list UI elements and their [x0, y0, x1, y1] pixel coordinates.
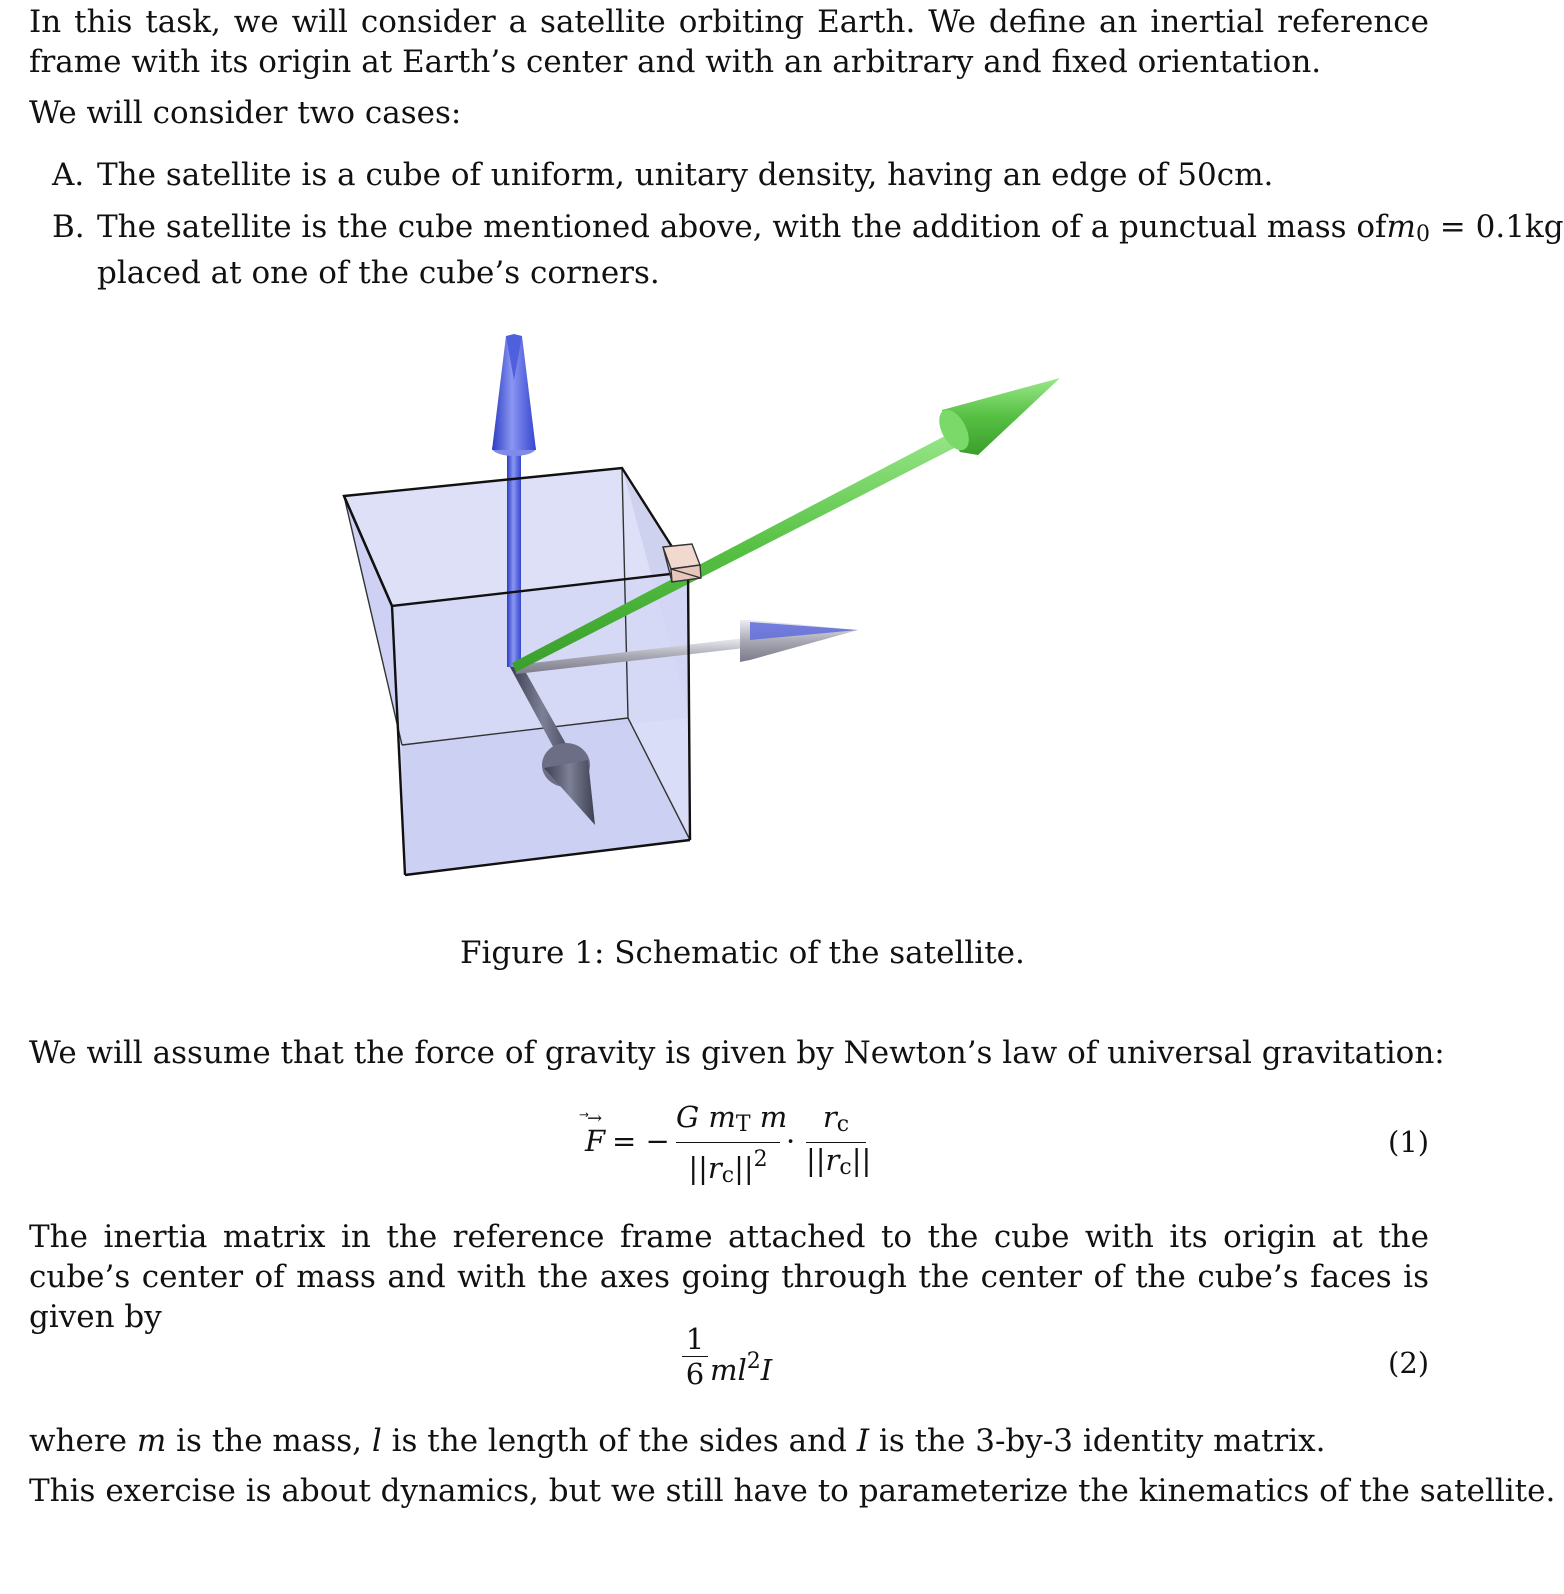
gravity-text: We will assume that the force of gravity is given by Newton’s law of universal gravitation:	[29, 1035, 1445, 1071]
eq1-num1-sub: T	[735, 1112, 751, 1137]
where-p3: is the length of the sides and	[381, 1423, 857, 1459]
eq2-identity: I	[760, 1353, 773, 1387]
eq1-frac2	[806, 1100, 872, 1185]
intro-paragraph: In this task, we will consider a satellite orbiting Earth. We define an inertial reference frame with its origin at Earth’s center and with an arbitrary and fixed orientation.	[29, 4, 1429, 80]
eq1-num1-tail: m	[750, 1100, 788, 1134]
eq2-expr	[710, 1345, 772, 1387]
mass-value: = 0.1kg	[1439, 209, 1564, 245]
eq1-dot: ·	[786, 1124, 796, 1158]
eq2-frac	[682, 1322, 708, 1391]
eq1-num1: G m	[676, 1100, 736, 1134]
eq2-sup: 2	[746, 1349, 761, 1374]
eq1-lhs: F	[585, 1124, 606, 1158]
inertia-text: The inertia matrix in the reference frame attached to the cube with its origin at the cube’s center of mass and with the axes going through the center of the cube’s faces is given by	[29, 1219, 1429, 1335]
eq1-den1-sub: c	[721, 1163, 735, 1188]
case-b-text-line2: placed at one of the cube’s corners.	[97, 255, 660, 291]
satellite-figure	[330, 320, 1090, 890]
where-I: I	[856, 1423, 870, 1459]
eq1-den2-sub: c	[839, 1155, 852, 1180]
mass-subscript: 0	[1415, 222, 1430, 247]
case-a-text: The satellite is a cube of uniform, unitary density, having an edge of 50cm.	[97, 157, 1274, 193]
eq2-frac-num: 1	[685, 1322, 705, 1356]
case-b-mass	[1387, 208, 1564, 254]
eq1-force-symbol: → F	[585, 1108, 606, 1158]
eq1-num2-sub: c	[836, 1112, 850, 1137]
where-p4: is the 3-by-3 identity matrix.	[869, 1423, 1326, 1459]
eq1-den1-sup: 2	[753, 1147, 768, 1172]
eq1-den2: ||r	[806, 1143, 840, 1177]
eq1-den2-tail: ||	[851, 1143, 872, 1177]
eq2-number: (2)	[1388, 1346, 1430, 1380]
eq1-num2: r	[822, 1100, 837, 1134]
where-p1: where	[29, 1423, 137, 1459]
case-b-line1	[97, 208, 1564, 254]
where-m: m	[136, 1423, 167, 1459]
where-p2: is the mass,	[166, 1423, 372, 1459]
eq1-equals: = −	[612, 1124, 670, 1158]
case-b-label: B.	[52, 209, 85, 245]
eq1-number: (1)	[1388, 1125, 1430, 1159]
case-b-text-line1: The satellite is the cube mentioned above, with the addition of a punctual mass of	[97, 209, 1387, 245]
figure-caption: Figure 1: Schematic of the satellite.	[460, 935, 1025, 971]
closing-text: This exercise is about dynamics, but we still have to parameterize the kinematics of the satellite.	[29, 1473, 1556, 1509]
eq1-den1-tail: ||	[734, 1151, 754, 1185]
where-text	[29, 1421, 1326, 1461]
eq1-den1: ||r	[688, 1151, 722, 1185]
case-b-body	[97, 208, 1564, 293]
eq2-ml: ml	[710, 1353, 747, 1387]
where-l: l	[371, 1423, 382, 1459]
mass-symbol: m	[1386, 209, 1416, 245]
eq2-frac-den: 6	[685, 1357, 705, 1391]
cases-intro: We will consider two cases:	[29, 95, 462, 131]
eq1-frac1	[676, 1100, 788, 1193]
case-a-label: A.	[52, 157, 85, 193]
